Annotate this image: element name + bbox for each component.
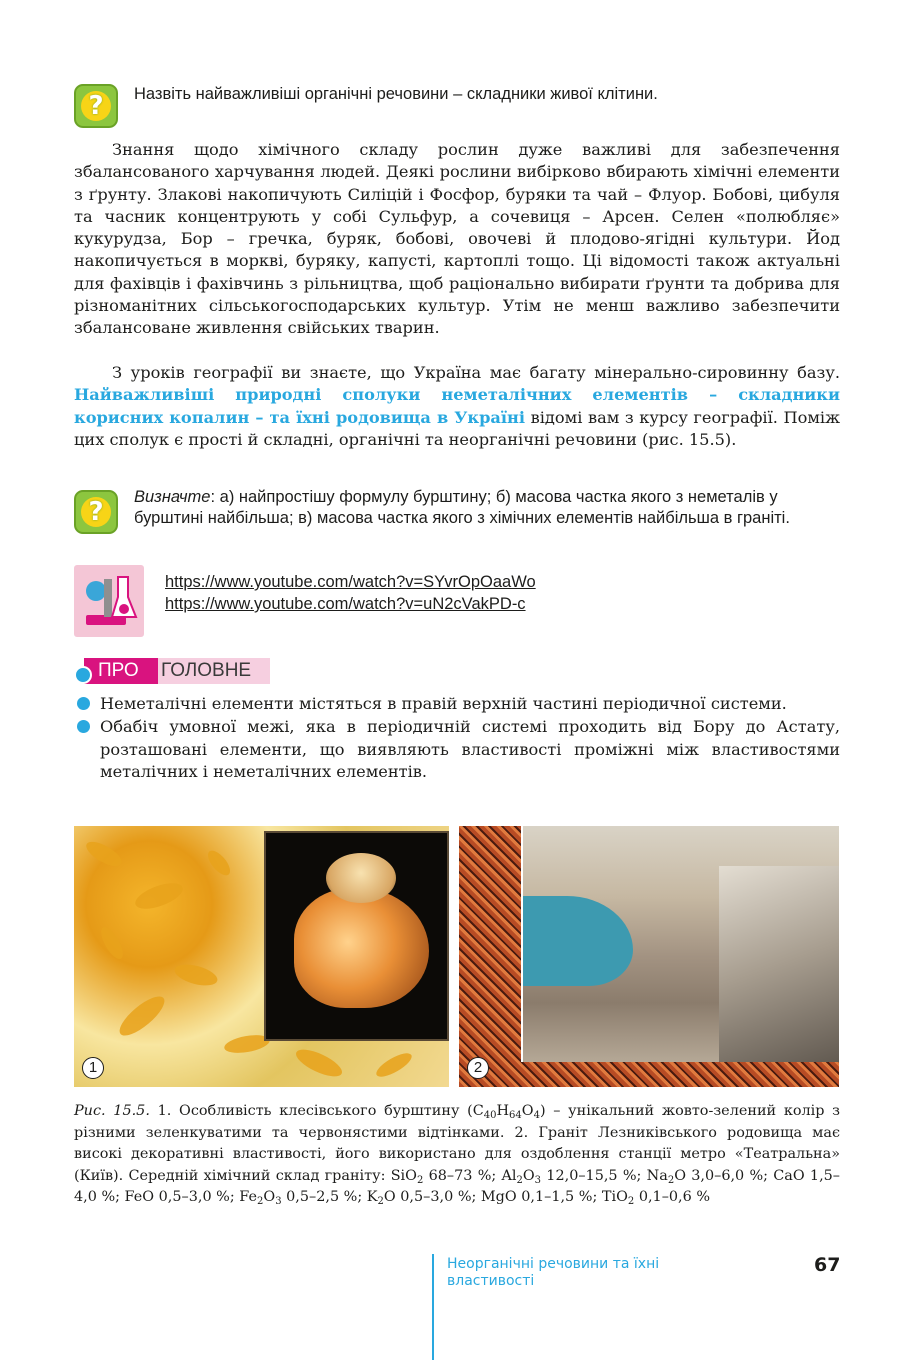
summary-heading bbox=[74, 658, 270, 684]
footer-divider bbox=[432, 1254, 434, 1360]
highlighted-definition: Найважливіші природні сполуки неметалічних елементів – складники корисних копалин – та їхні родовища в Україні bbox=[74, 385, 840, 427]
task-text bbox=[134, 487, 840, 529]
list-item-text: Обабіч умовної межі, яка в періодичній системі проходить від Бору до Астату, розташовані елементи, що виявляють властивості проміжні між властивостями металічних і неметалічних елементів. bbox=[100, 717, 840, 781]
paragraph-composition bbox=[74, 139, 840, 340]
paragraph-geography bbox=[74, 362, 840, 451]
list-item bbox=[74, 693, 840, 715]
task-label: Визначте bbox=[134, 488, 211, 506]
paragraph-part: відомі вам з курсу географії. Поміж цих сполук є прості й складні, органічні та неорганічні речовини (рис. 15.5). bbox=[74, 407, 840, 449]
subscript: 3 bbox=[534, 1174, 542, 1186]
section-title: Неорганічні речовини та їхні властивості bbox=[447, 1256, 660, 1289]
subscript: 2 bbox=[257, 1196, 264, 1207]
caption-text: 0,5–2,5 %; K bbox=[281, 1189, 378, 1205]
task-body: : а) найпростішу формулу бурштину; б) масова частка якого з неметалів у бурштині найбільша; в) масова частка якого з хімічних елементів найбільша в граніті. bbox=[134, 488, 790, 527]
list-item bbox=[74, 716, 840, 783]
subscript: 40 bbox=[483, 1110, 497, 1121]
caption-text: H bbox=[496, 1103, 510, 1119]
granite-photo bbox=[459, 826, 839, 1087]
bullet-dot-icon bbox=[77, 697, 90, 710]
question-text: Назвіть найважливіші органічні речовини – складники живої клітини. bbox=[134, 85, 658, 103]
subscript: 3 bbox=[275, 1196, 282, 1207]
amber-photo bbox=[74, 826, 449, 1087]
granite-quarry bbox=[521, 826, 839, 1062]
paragraph-part: З уроків географії ви знаєте, що Україна має багату мінерально-сировинну базу. bbox=[112, 363, 840, 382]
video-links bbox=[165, 571, 536, 615]
caption-text: 68–73 %; Al bbox=[423, 1167, 517, 1184]
figure-caption bbox=[74, 1101, 840, 1209]
list-item-text: Неметалічні елементи містяться в правій верхній частині періодичної системи. bbox=[100, 694, 787, 713]
caption-text: 12,0–15,5 %; Na bbox=[541, 1167, 668, 1184]
subscript: 2 bbox=[416, 1174, 424, 1186]
caption-text: ) – унікальний жовто-зелений колір з різними зеленкуватими та червонястими відтінками. 2. Граніт Лезниківського родовища має високі декоративні властивості, його використано для оздоблення станції метро «Театральна» (Київ). Середній хімічний склад граніту: SiO bbox=[74, 1103, 840, 1184]
caption-text: O bbox=[522, 1167, 535, 1184]
caption-text: O 3,0–6,0 %; CaO 1,5–4,0 %; FeO 0,5–3,0 %; Fe bbox=[74, 1167, 840, 1205]
subscript: 64 bbox=[509, 1110, 522, 1121]
video-link[interactable]: https://www.youtube.com/watch?v=SYvrOpOaaWo bbox=[165, 573, 536, 591]
video-link[interactable]: https://www.youtube.com/watch?v=uN2cVakPD-c bbox=[165, 595, 526, 613]
page-number: 67 bbox=[814, 1254, 841, 1276]
question-icon: ? bbox=[74, 84, 118, 128]
subscript: 2 bbox=[377, 1196, 384, 1207]
photo-number: 2 bbox=[467, 1057, 489, 1079]
caption-text: O 0,5–3,0 %; MgO 0,1–1,5 %; TiO bbox=[383, 1189, 628, 1205]
caption-text: O bbox=[521, 1103, 534, 1119]
photo-number: 1 bbox=[82, 1057, 104, 1079]
summary-list bbox=[74, 693, 840, 784]
caption-text: 0,1–0,6 % bbox=[634, 1189, 711, 1205]
subscript: 2 bbox=[667, 1174, 675, 1186]
subscript: 4 bbox=[533, 1110, 540, 1121]
paragraph-text bbox=[74, 362, 840, 451]
caption-text: 1. Особливість клесівського бурштину (C bbox=[149, 1103, 484, 1119]
question-icon: ? bbox=[74, 490, 118, 534]
subscript: 2 bbox=[627, 1196, 635, 1207]
subscript: 2 bbox=[516, 1174, 523, 1186]
bullet-dot-icon bbox=[77, 720, 90, 733]
amber-sculpture bbox=[264, 831, 449, 1041]
summary-label-sub: ГОЛОВНЕ bbox=[158, 658, 270, 684]
paragraph-text: Знання щодо хімічного складу рослин дуже важливі для забезпечення збалансованого харчування людей. Деякі рослини вибірково вбирають хімічні елементи з ґрунту. Злакові накопичують Силіцій і Фосфор, буряки та чай – Флуор. Бобові, цибуля та часник концентрують у собі Сульфур, а сочевиця – Арсен. Селен «полюбляє» кукурудза, Бор – гречка, буряк, бобові, овочеві й плодово-ягідні культури. Йод накопичується в моркві, буряку, капусті, картоплі тощо. Ці відомості також актуальні для фахівців і фахівчинь з рільництва, щоб раціонально вибирати ґрунти та добрива для різноманітних сільськогосподарських культур. Утім не менш важливо забезпечити збалансоване живлення свійських тварин. bbox=[74, 140, 840, 338]
caption-label: Рис. 15.5. bbox=[74, 1103, 150, 1119]
caption-text: O bbox=[263, 1189, 276, 1205]
lab-flask-icon bbox=[74, 565, 144, 637]
summary-label-main: ПРО bbox=[84, 658, 158, 684]
bullet-dot-icon bbox=[74, 666, 92, 684]
